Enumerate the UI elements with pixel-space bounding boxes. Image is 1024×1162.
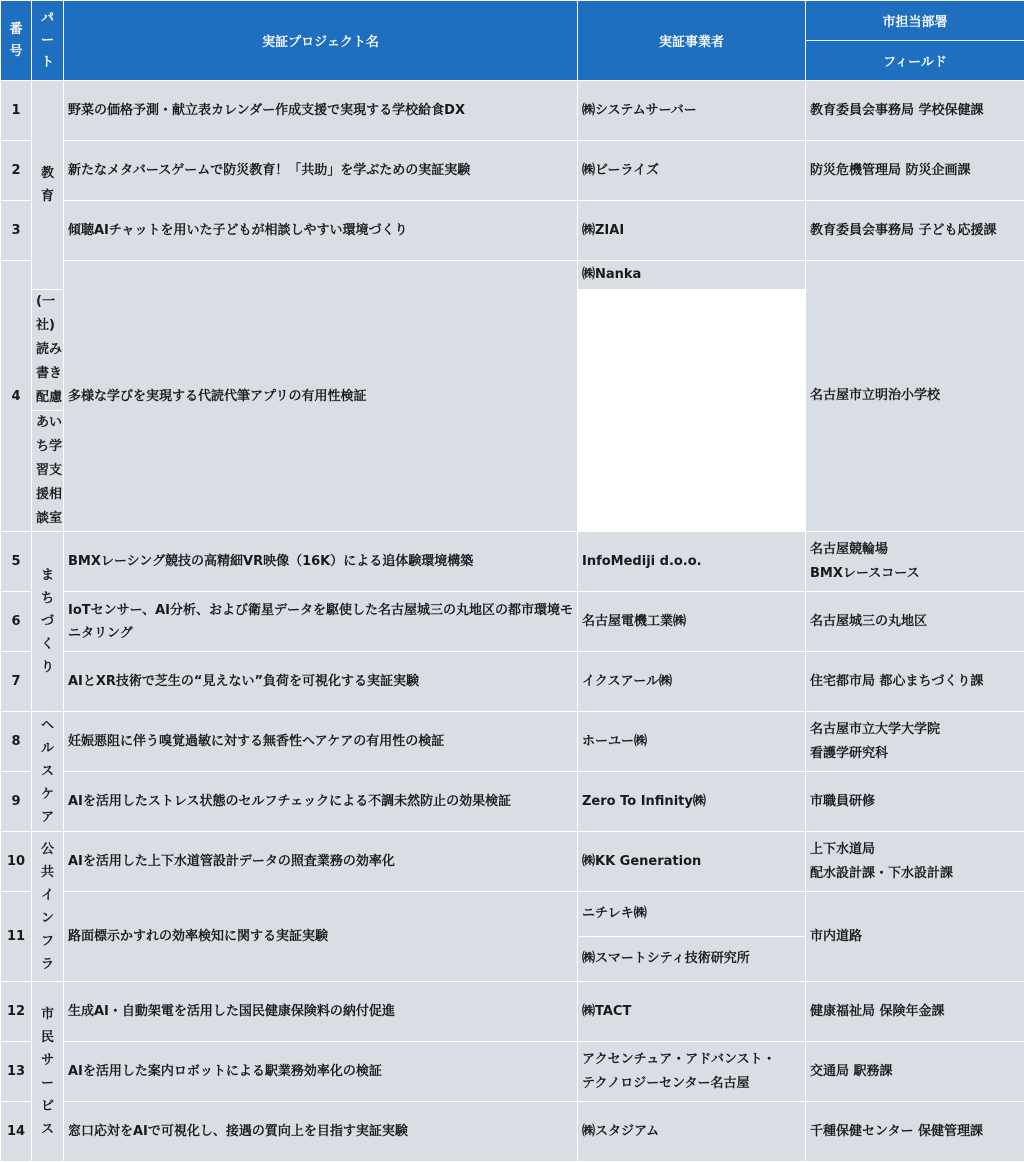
department: 名古屋市立明治小学校 (806, 261, 1024, 532)
department: 名古屋城三の丸地区 (806, 592, 1024, 652)
department: 教育委員会事務局 子ども応援課 (806, 201, 1024, 261)
header-dept: 市担当部署 (806, 1, 1024, 41)
row-number: 9 (1, 772, 32, 832)
company-name: アクセンチュア・アドバンスト・ テクノロジーセンター名古屋 (578, 1042, 806, 1102)
header-company: 実証事業者 (578, 1, 806, 81)
project-name: IoTセンサー、AI分析、および衛星データを駆使した名古屋城三の丸地区の都市環境モニタリング (64, 592, 578, 652)
company-name: (一社)読み書き配慮 (32, 290, 64, 411)
company-name: ㈱Nanka (578, 261, 806, 290)
row-number: 4 (1, 261, 32, 532)
project-name: 生成AI・自動架電を活用した国民健康保険料の納付促進 (64, 982, 578, 1042)
project-name: AIを活用したストレス状態のセルフチェックによる不調未然防止の効果検証 (64, 772, 578, 832)
row-number: 8 (1, 712, 32, 772)
department: 千種保健センター 保健管理課 (806, 1102, 1024, 1162)
header-part: パート (32, 1, 64, 81)
company-name: ㈱TACT (578, 982, 806, 1042)
department: 市内道路 (806, 892, 1024, 982)
row-number: 5 (1, 532, 32, 592)
department: 上下水道局 配水設計課・下水設計課 (806, 832, 1024, 892)
department: 住宅都市局 都心まちづくり課 (806, 652, 1024, 712)
project-name: AIを活用した案内ロボットによる駅業務効率化の検証 (64, 1042, 578, 1102)
part-health: ヘルスケア (32, 712, 64, 832)
header-number: 番号 (1, 1, 32, 81)
part-infra: 公共インフラ (32, 832, 64, 982)
project-name: 野菜の価格予測・献立表カレンダー作成支援で実現する学校給食DX (64, 81, 578, 141)
header-field: フィールド (806, 41, 1024, 81)
row-number: 6 (1, 592, 32, 652)
row-number: 3 (1, 201, 32, 261)
department: 防災危機管理局 防災企画課 (806, 141, 1024, 201)
row-number: 12 (1, 982, 32, 1042)
row-number: 10 (1, 832, 32, 892)
project-name: 路面標示かすれの効率検知に関する実証実験 (64, 892, 578, 982)
department: 交通局 駅務課 (806, 1042, 1024, 1102)
project-name: 妊娠悪阻に伴う嗅覚過敏に対する無香性ヘアケアの有用性の検証 (64, 712, 578, 772)
part-education: 教育 (32, 81, 64, 290)
company-name: ㈱スマートシティ技術研究所 (578, 937, 806, 982)
header-project: 実証プロジェクト名 (64, 1, 578, 81)
project-name: AIを活用した上下水道管設計データの照査業務の効率化 (64, 832, 578, 892)
project-name: 新たなメタバースゲームで防災教育！「共助」を学ぶための実証実験 (64, 141, 578, 201)
department: 名古屋競輪場 BMXレースコース (806, 532, 1024, 592)
row-number: 14 (1, 1102, 32, 1162)
part-citizen: 市民サービス (32, 982, 64, 1162)
project-name: 窓口応対をAIで可視化し、接遇の質向上を目指す実証実験 (64, 1102, 578, 1162)
project-name: 傾聴AIチャットを用いた子どもが相談しやすい環境づくり (64, 201, 578, 261)
department: 教育委員会事務局 学校保健課 (806, 81, 1024, 141)
company-name: ㈱ZIAI (578, 201, 806, 261)
project-name: AIとXR技術で芝生の“見えない”負荷を可視化する実証実験 (64, 652, 578, 712)
company-name: ㈱ビーライズ (578, 141, 806, 201)
department: 市職員研修 (806, 772, 1024, 832)
row-number: 7 (1, 652, 32, 712)
project-name: BMXレーシング競技の高精細VR映像（16K）による追体験環境構築 (64, 532, 578, 592)
row-number: 2 (1, 141, 32, 201)
part-town: まちづくり (32, 532, 64, 712)
row-number: 13 (1, 1042, 32, 1102)
company-name: InfoMediji d.o.o. (578, 532, 806, 592)
company-name: イクスアール㈱ (578, 652, 806, 712)
row-number: 11 (1, 892, 32, 982)
company-name: ㈱スタジアム (578, 1102, 806, 1162)
project-name: 多様な学びを実現する代読代筆アプリの有用性検証 (64, 261, 578, 532)
company-name: ホーユー㈱ (578, 712, 806, 772)
company-name: ㈱システムサーバー (578, 81, 806, 141)
company-name: あいち学習支援相談室 (32, 411, 64, 532)
company-name: Zero To Infinity㈱ (578, 772, 806, 832)
department: 健康福祉局 保険年金課 (806, 982, 1024, 1042)
department: 名古屋市立大学大学院 看護学研究科 (806, 712, 1024, 772)
company-name: 名古屋電機工業㈱ (578, 592, 806, 652)
company-name: ㈱KK Generation (578, 832, 806, 892)
company-name: ニチレキ㈱ (578, 892, 806, 937)
row-number: 1 (1, 81, 32, 141)
